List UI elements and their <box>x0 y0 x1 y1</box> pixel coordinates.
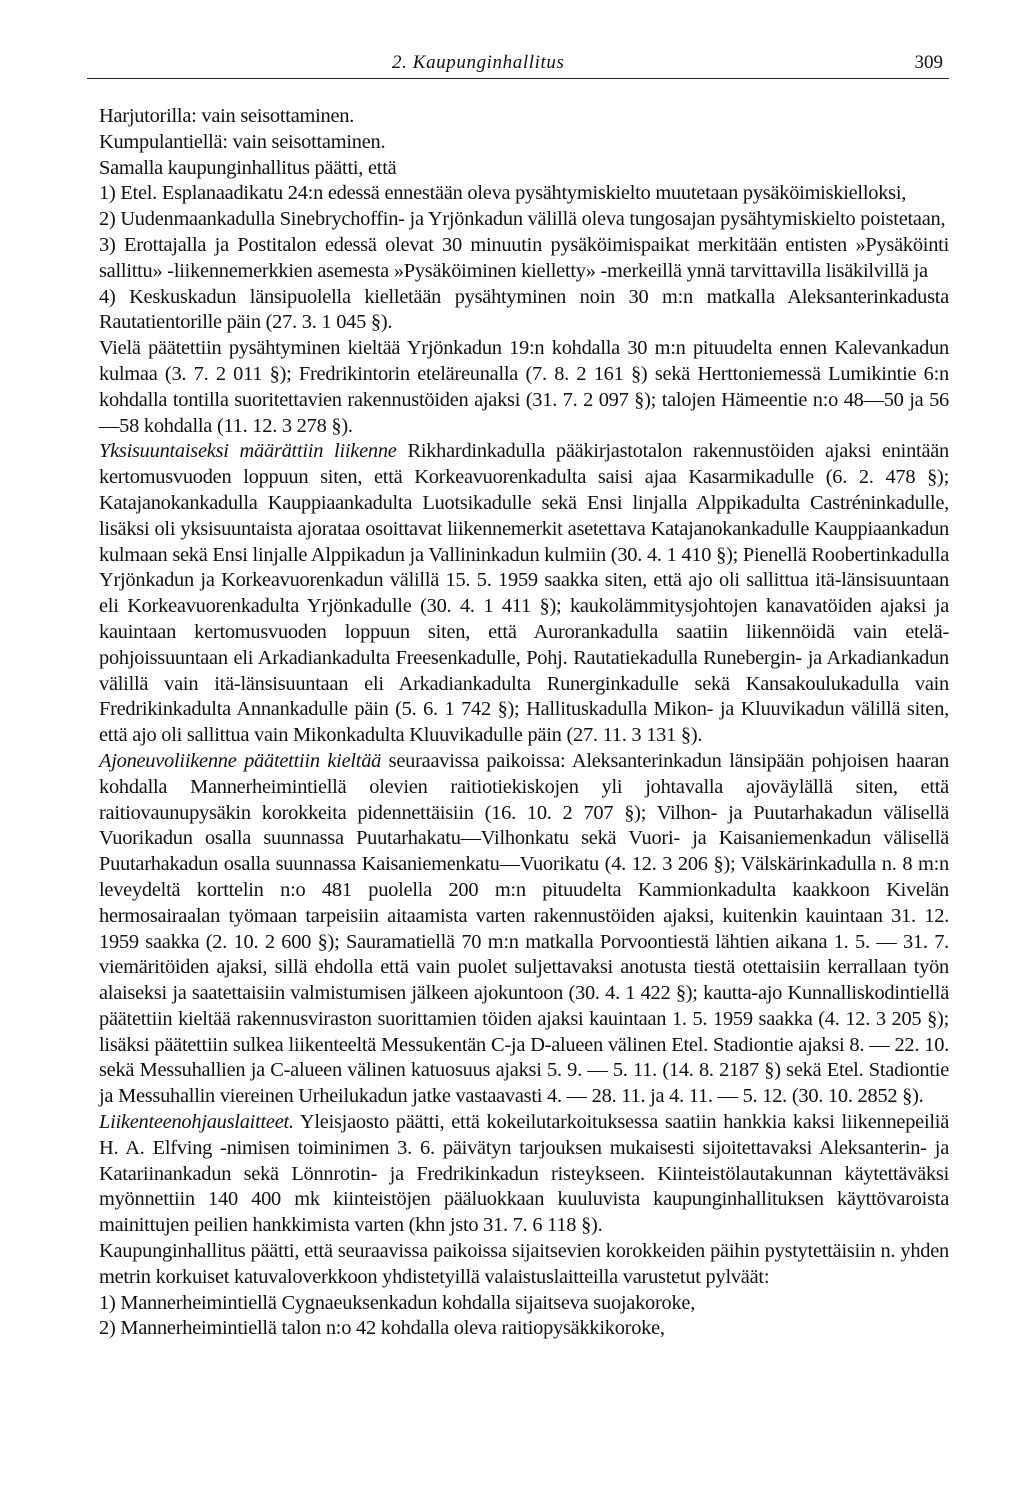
paragraph: Liikenteenohjauslaitteet. Yleisjaosto päätti, että kokeilutarkoituksessa saatiin hankkia kaksi liikennepeiliä H. A. Elfving -nimisen toiminimen 3. 6. päivätyn tarjouksen mukaisesti sijoitettavaksi Aleksanterin- ja Katariinankadun sekä Lönnrotin- ja Fredrikinkadun risteykseen. Kiinteistölautakunnan käytettäväksi myönnettiin 140 400 mk kiinteistöjen pääluokkaan kuuluvista kaupunginhallituksen käyttövaroista mainittujen peilien hankkimista varten (khn jsto 31. 7. 6 118 §). <box>99 1111 949 1237</box>
paragraph: Vielä päätettiin pysähtyminen kieltää Yrjönkadun 19:n kohdalla 30 m:n pituudelta ennen Kalevankadun kulmaa (3. 7. 2 011 §); Fredrikintorin eteläreunalla (7. 8. 2 161 §) sekä Herttoniemessä Lumikintie 6:n kohdalla tontilla suoritettavien rakennustöiden ajaksi (31. 7. 2 097 §); talojen Hämeentie n:o 48—50 ja 56—58 kohdalla (11. 12. 3 278 §). <box>99 337 949 437</box>
paragraph: Kaupunginhallitus päätti, että seuraavissa paikoissa sijaitsevien korokkeiden päihin pystytettäisiin n. yhden metrin korkuiset katuvaloverkkoon yhdistetyillä valaistuslaitteilla varustetut pylväät: <box>99 1240 949 1288</box>
paragraph: Samalla kaupunginhallitus päätti, että <box>99 156 397 179</box>
chapter-title: 2. Kaupunginhallitus <box>392 52 565 73</box>
paragraph-lead: Liikenteenohjauslaitteet. <box>99 1111 294 1134</box>
list-item: 4) Keskuskadun länsipuolella kielletään pysähtyminen noin 30 m:n matkalla Aleksanterinkadusta Rautatientorille päin (27. 3. 1 045 §). <box>99 285 949 334</box>
running-header <box>87 52 949 79</box>
list-item: 1) Mannerheimintiellä Cygnaeuksenkadun kohdalla sijaitseva suojakoroke, <box>99 1291 696 1314</box>
paragraph: Harjutorilla: vain seisottaminen. <box>99 105 355 127</box>
list-item: 3) Erottajalla ja Postitalon edessä olevat 30 minuutin pysäköimispaikat merkitään entisten »Pysäköinti sallittu» -liikennemerkkien asemesta »Pysäköiminen kielletty» -merkeillä ynnä tarvittavilla lisäkilvillä ja <box>99 233 949 282</box>
list-item: 1) Etel. Esplanaadikatu 24:n edessä ennestään oleva pysähtymiskielto muutetaan pysäköimiskielloksi, <box>99 182 907 205</box>
paragraph: Kumpulantiellä: vain seisottaminen. <box>99 130 386 153</box>
list-item: 2) Mannerheimintiellä talon n:o 42 kohdalla oleva raitiopysäkkikoroke, <box>99 1317 665 1340</box>
paragraph: Yksisuuntaiseksi määrättiin liikenne Rikhardinkadulla pääkirjastotalon rakennustöiden ajaksi enintään kertomusvuoden loppuun siten, että Korkeavuorenkadulta saisi ajaa Kasarmikadulle (6. 2. 478 §); Katajanokankadulla Kauppiaankadulta Luotsikadulle sekä Ensi linjalla Alppikadulta Castréninkadulle, lisäksi oli yksisuuntaista ajorataa osoittavat liikennemerkit asetettava Katajanokankadulle Kauppiaankadun kulmaan sekä Ensi linjalle Alppikadun ja Vallininkadun kulmiin (30. 4. 1 410 §); Pienellä Roobertinkadulla Yrjönkadun ja Korkeavuorenkadun välillä 15. 5. 1959 saakka siten, että ajo oli sallittua itä-länsisuuntaan eli Korkeavuorenkadulta Yrjönkadulle (30. 4. 1 411 §); kaukolämmitysjohtojen kanavatöiden ajaksi ja kauintaan kertomusvuoden loppuun siten, että Aurorankadulla saatiin liikennöidä vain etelä-pohjoissuuntaan eli Arkadiankadulta Freesenkadulle, Pohj. Rautatiekadulla Runebergin- ja Arkadiankadun välillä vain itä-länsisuuntaan eli Arkadiankadulta Runerginkadulle sekä Kansakoulukadulla vain Fredrikinkadulta Annankadulle päin (5. 6. 1 742 §); Hallituskadulla Mikon- ja Kluuvikadun välillä siten, että ajo oli sallittua vain Mikonkadulta Kluuvikadulle päin (27. 11. 3 131 §). <box>99 440 949 747</box>
paragraph: Ajoneuvoliikenne päätettiin kieltää seuraavissa paikoissa: Aleksanterinkadun länsipään pohjoisen haaran kohdalla Mannerheimintiellä olevien raitiotiekiskojen yli johtavalla ajoväylällä siten, että raitiovaunupysäkin korokkeita pidennettäisiin (16. 10. 2 707 §); Vilhon- ja Puutarhakadun välisellä Vuorikadun osalla suunnassa Puutarhakatu—Vilhonkatu sekä Vuori- ja Kaisaniemenkadun välisellä Puutarhakadun osalla suunnassa Kaisaniemenkatu—Vuorikatu (4. 12. 3 206 §); Välskärinkadulla n. 8 m:n leveydeltä korttelin n:o 481 puolella 200 m:n pituudelta Kammionkadulta kaakkoon Kivelän hermosairaalan työmaan tarpeisiin aitaamista varten rakennustöiden ajaksi, kuitenkin kauintaan 31. 12. 1959 saakka (2. 10. 2 600 §); Sauramatiellä 70 m:n matkalla Porvoontiestä lähtien aikana 1. 5. — 31. 7. viemäritöiden ajaksi, sillä ehdolla että vain puolet suljettavaksi anotusta tiestä otettaisiin kerrallaan työn alaiseksi ja saatettaisiin valmistumisen jälkeen ajokuntoon (30. 4. 1 422 §); kautta-ajo Kunnalliskodintiellä päätettiin kieltää rakennusviraston suorittamien töiden ajaksi kauintaan 1. 5. 1959 saakka (4. 12. 3 205 §); lisäksi päätettiin sulkea liikenteeltä Messukentän C-ja D-alueen välinen Etel. Stadiontie ajaksi 8. — 22. 10. sekä Messuhallien ja C-alueen välinen katuosuus ajaksi 5. 9. — 5. 11. (14. 8. 2187 §) sekä Etel. Stadiontie ja Messuhallin viereinen Urheilukadun jatke vastaavasti 4. — 28. 11. ja 4. 11. — 5. 12. (30. 10. 2852 §). <box>99 749 949 1108</box>
list-item: 2) Uudenmaankadulla Sinebrychoffin- ja Yrjönkadun välillä oleva tungosajan pysähtymiskielto poistetaan, <box>99 208 946 231</box>
page-number: 309 <box>914 52 943 73</box>
body-text <box>89 104 949 1342</box>
paragraph-lead: Yksisuuntaiseksi määrättiin liikenne <box>99 440 397 463</box>
paragraph-lead: Ajoneuvoliikenne päätettiin kieltää <box>99 749 382 772</box>
